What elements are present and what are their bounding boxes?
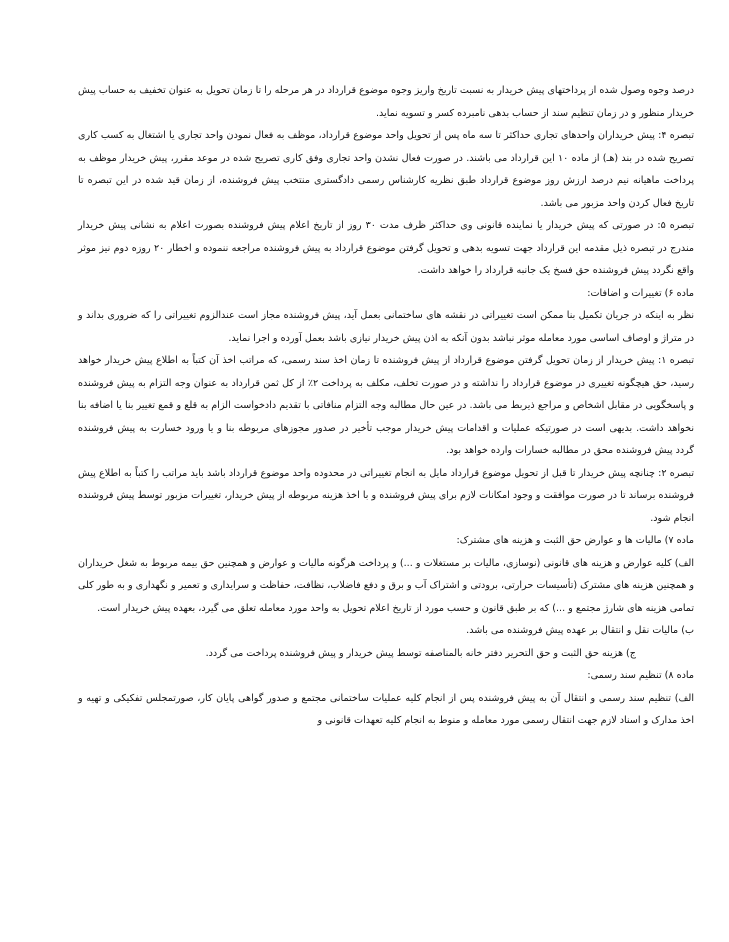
paragraph-note-5: تبصره ۵: در صورتی که پیش خریدار یا نماینده قانونی وی حداکثر ظرف مدت ۳۰ روز از تاریخ اعلام پیش فروشنده بصورت اعلام به نشانی پیش خریدار مندرج در تبصره ذیل مقدمه این قرارداد جهت تسویه بدهی و تحویل گرفتن موضوع قرارداد به پیش فروشنده مراجعه ننموده و اخطار ۲۰ روزه دوم نیز موثر واقع نگردد پیش فروشنده حق فسخ یک جانبه قرارداد را خواهد داشت. xyxy=(78,220,694,276)
paragraph-discount: درصد وجوه وصول شده از پرداختهای پیش خریدار به نسبت تاریخ واریز وجوه موضوع قرارداد در هر مرحله را تا زمان تحویل به عنوان تخفیف به حساب پیش خریدار منظور و در زمان تنظیم سند از حساب بدهی نامبرده کسر و تسویه نماید. xyxy=(78,85,694,119)
paragraph-article-7-a: الف) کلیه عوارض و هزینه های قانونی (نوسازی، مالیات بر مستغلات و ...) و پرداخت هرگونه مالیات و عوارض و همچنین حق بیمه مربوط به شغل خریداران و همچنین هزینه های مشترک (تأسیسات حرارتی، برودتی و اشتراک آب و برق و دفع فاضلاب، نظافت، حفاظت و سرایداری و تعمیر و نگهداری و به طور کلی تمامی هزینه های شارژ مجتمع و ...) که بر طبق قانون و حسب مورد از تاریخ اعلام تحویل به واحد مورد معامله تعلق می گیرد، بعهده پیش خریدار است. xyxy=(78,557,694,614)
paragraph-article-8-a: الف) تنظیم سند رسمی و انتقال آن به پیش فروشنده پس از انجام کلیه عملیات ساختمانی مجتمع و صدور گواهی پایان کار، صورتمجلس تفکیکی و تهیه و اخذ مدارک و اسناد لازم جهت انتقال رسمی مورد معامله و منوط به انجام کلیه تعهدات قانونی و xyxy=(78,692,694,726)
paragraph-article-6-note-1: تبصره ۱: پیش خریدار از زمان تحویل گرفتن موضوع قرارداد از پیش فروشنده تا زمان اخذ سند رسمی، که مراتب اخذ آن کتباً به اطلاع پیش خریدار خواهد رسید، حق هیچگونه تغییری در موضوع قرارداد را نداشته و در صورت تخلف، مکلف به پرداخت ۲٪ از کل ثمن قرارداد به عنوان وجه التزام به پیش فروشنده و پاسخگویی در مقابل اشخاص و مراجع ذیربط می باشد. در عین حال مطالبه وجه التزام منافاتی با تقدیم دادخواست الزام به قلع و قمع تغییر بنا یا اضافه بنا نخواهد داشت. بدیهی است در صورتیکه عملیات و اقدامات پیش خریدار موجب تأخیر در صدور مجوزهای مربوطه بنا و یا ورود خسارت به پیش فروشنده گردد پیش فروشنده محق در مطالبه خسارات وارده خواهد بود. xyxy=(78,355,694,456)
paragraph-article-6-note-2: تبصره ۲: چنانچه پیش خریدار تا قبل از تحویل موضوع قرارداد مایل به انجام تغییراتی در محدوده واحد موضوع قرارداد باشد باید مراتب را کتباً به اطلاع پیش فروشنده برساند تا در صورت موافقت و وجود امکانات لازم برای پیش فروشنده و با اخذ هزینه مربوطه از پیش خریدار، تغییرات مزبور توسط پیش فروشنده انجام شود. xyxy=(78,467,694,524)
article-7-heading: ماده ۷) مالیات ها و عوارض حق الثبت و هزینه های مشترک: xyxy=(456,535,694,546)
paragraph-note-4: تبصره ۴: پیش خریداران واحدهای تجاری حداکثر تا سه ماه پس از تحویل واحد موضوع قرارداد، موظف به فعال نمودن واحد تجاری یا اشتغال به کسب کاری تصریح شده در بند (هـ) از ماده ۱۰ این قرارداد می باشند. در صورت فعال نشدن واحد تجاری وفق کاری تصریح شده در موعد مقرر، پیش خریدار موظف به پرداخت ماهیانه نیم درصد ارزش روز موضوع قرارداد طبق نظریه کارشناس رسمی دادگستری منتخب پیش فروشنده، از زمان قید شده در این تبصره تا تاریخ فعال کردن واحد مزبور می باشد. xyxy=(78,130,694,209)
paragraph-article-7-c: ج) هزینه حق الثبت و حق التحریر دفتر خانه بالمناصفه توسط پیش خریدار و پیش فروشنده پرداخت می گردد. xyxy=(205,647,636,659)
article-8-heading: ماده ۸) تنظیم سند رسمی: xyxy=(587,670,694,681)
article-6-heading: ماده ۶) تغییرات و اضافات: xyxy=(587,287,694,299)
paragraph-article-7-b: ب) مالیات نقل و انتقال بر عهده پیش فروشنده می باشد. xyxy=(466,625,694,636)
paragraph-changes: نظر به اینکه در جریان تکمیل بنا ممکن است تغییراتی در نقشه های ساختمانی بعمل آید، پیش فروشنده مجاز است عندالزوم تغییراتی را که ضروری بداند و در متراژ و اوصاف اساسی مورد معامله موثر نباشد بدون آنکه به اذن پیش خریدار نیازی باشد بعمل آورده و اجرا نماید. xyxy=(78,310,694,344)
contract-text-body xyxy=(78,80,694,733)
